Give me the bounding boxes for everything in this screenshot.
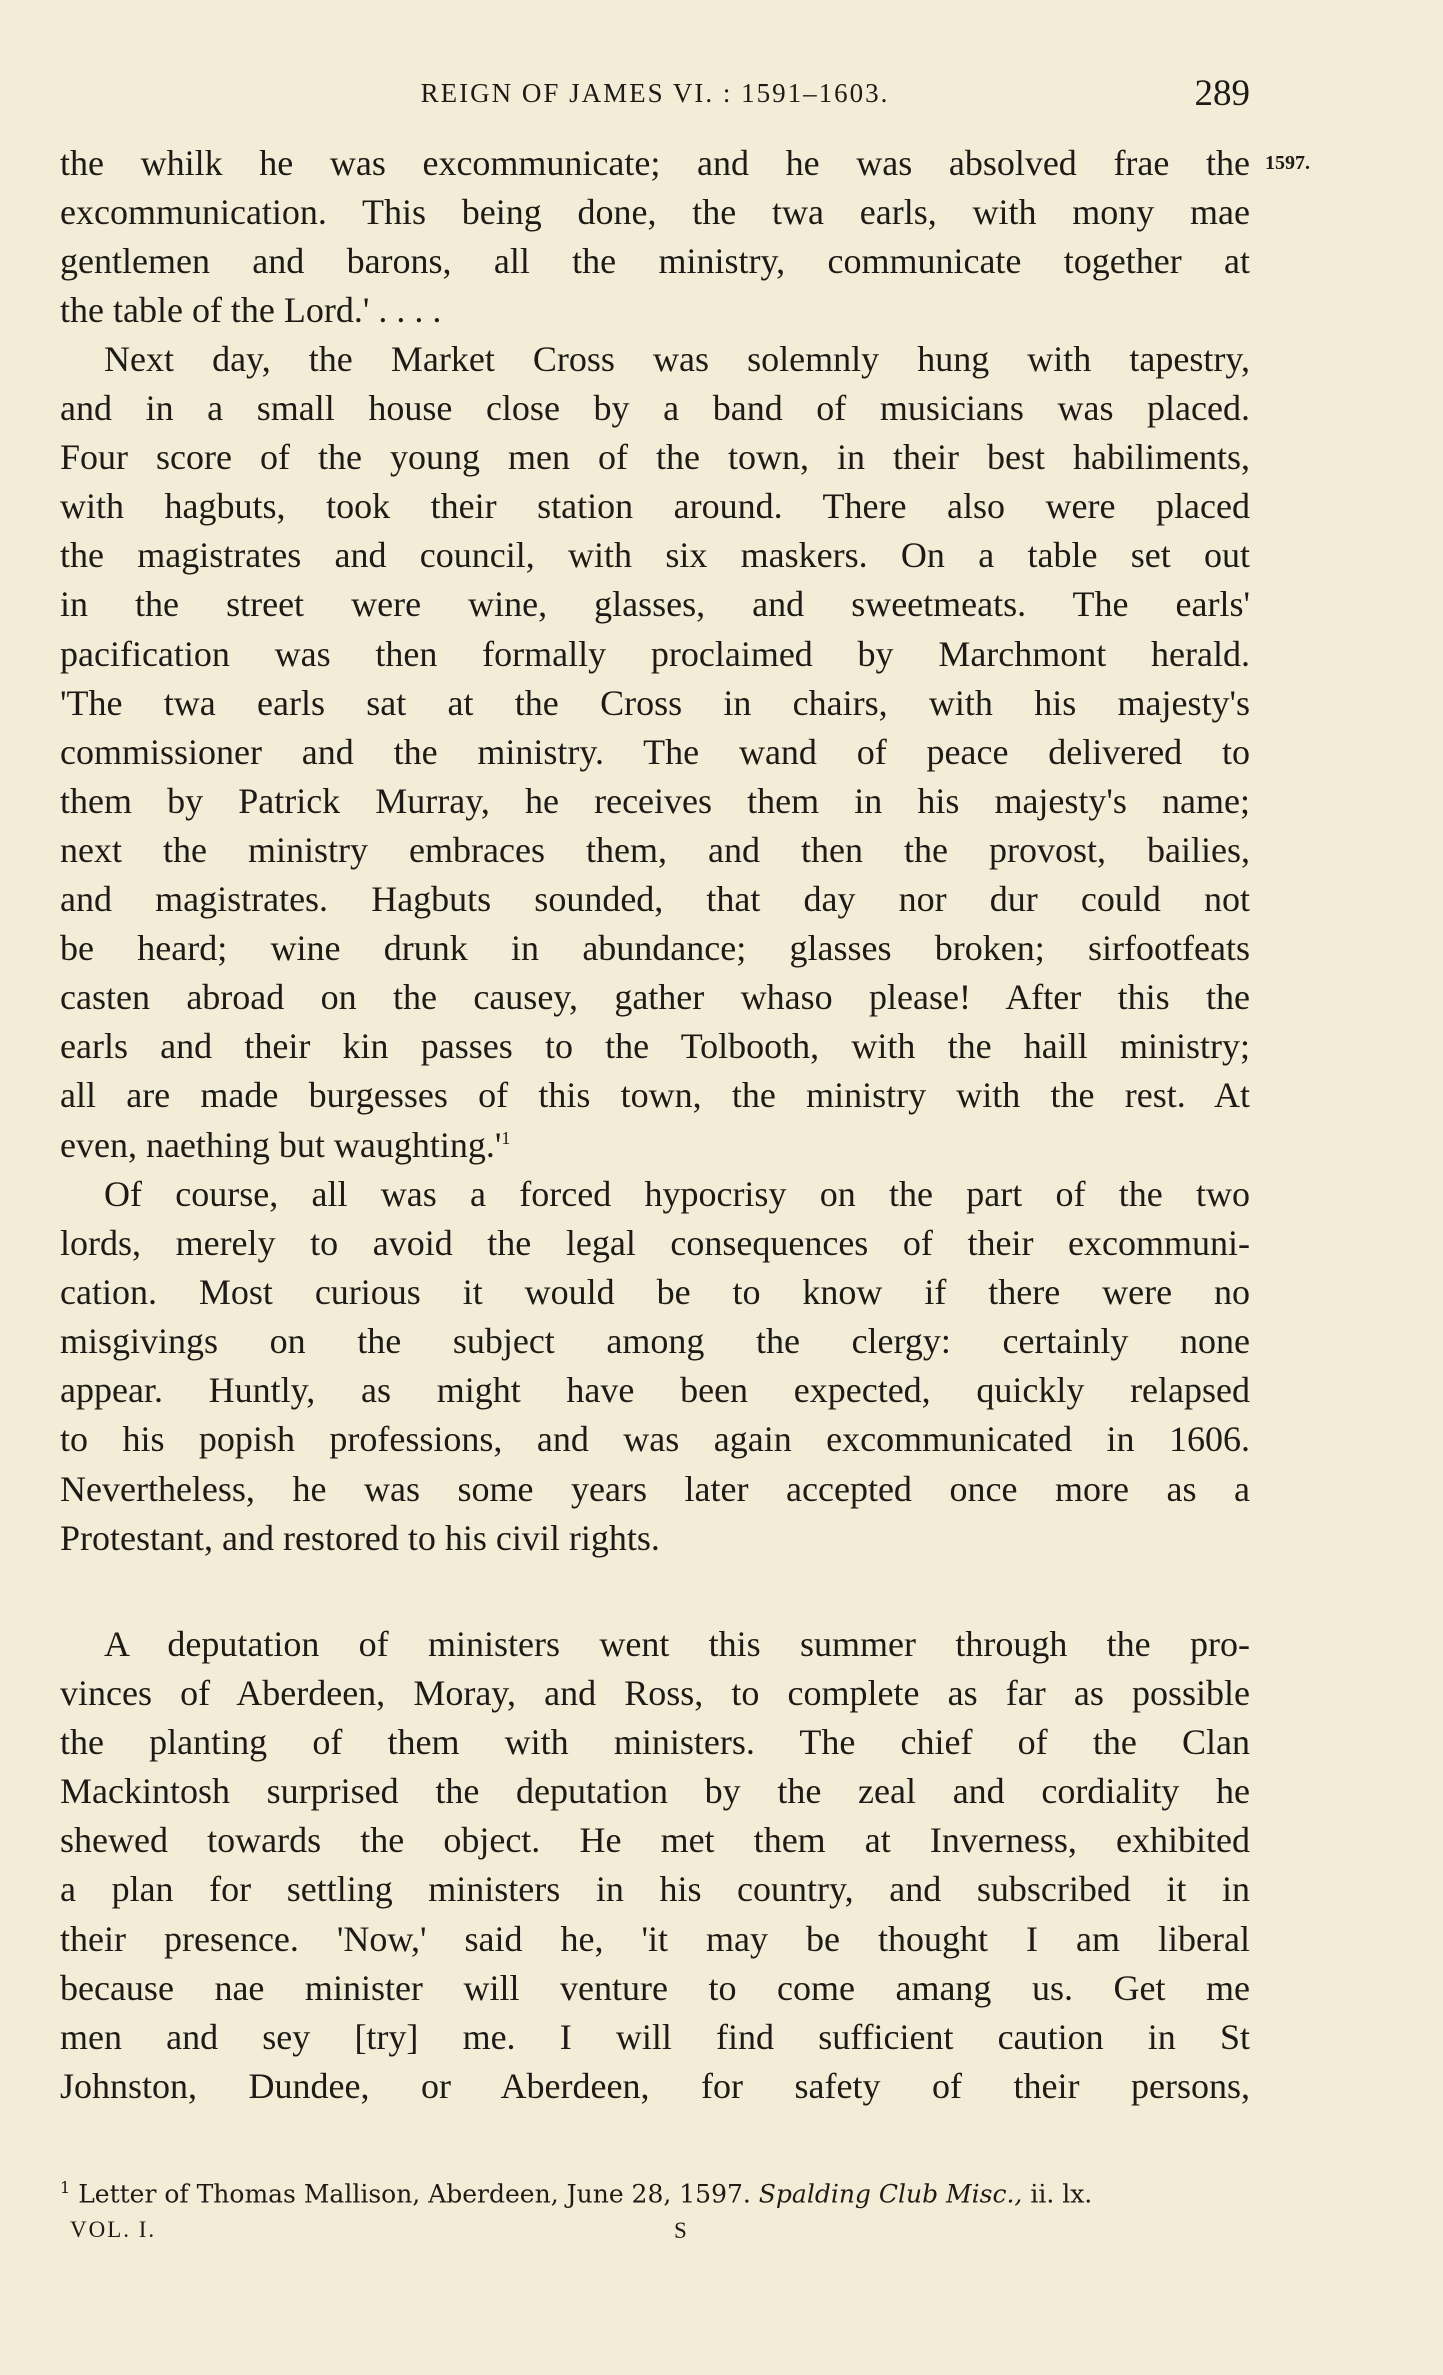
footnote-mark: 1	[60, 2178, 71, 2197]
text-line: casten abroad on the causey, gather whaso please! After this the	[60, 977, 1250, 1018]
text-line: Johnston, Dundee, or Aberdeen, for safety of their persons,	[60, 2065, 1250, 2106]
text-line: gentlemen and barons, all the ministry, communicate together at	[60, 241, 1250, 282]
running-title: REIGN OF JAMES VI. : 1591–1603.	[420, 78, 890, 108]
text-line: the magistrates and council, with six maskers. On a table set out	[60, 535, 1250, 576]
text-line: Next day, the Market Cross was solemnly hung with tapestry,	[104, 339, 1250, 379]
text-line: because nae minister will venture to come amang us. Get me	[60, 1967, 1250, 2008]
footnote-tail: ii. lx.	[1030, 2179, 1093, 2209]
text-line: misgivings on the subject among the clergy: certainly none	[60, 1321, 1250, 1362]
text-line: vinces of Aberdeen, Moray, and Ross, to complete as far as possible	[60, 1673, 1250, 1714]
text-line: and in a small house close by a band of musicians was placed.	[60, 388, 1250, 429]
text-line: to his popish professions, and was again excommunicated in 1606.	[60, 1419, 1250, 1460]
paragraph-hypocrisy	[60, 1170, 1250, 1563]
paragraph-market-cross	[60, 335, 1250, 1170]
text-line: be heard; wine drunk in abundance; glasses broken; sirfootfeats	[60, 928, 1250, 969]
text-line: cation. Most curious it would be to know if there were no	[60, 1272, 1250, 1313]
text-line: all are made burgesses of this town, the ministry with the rest. At	[60, 1075, 1250, 1116]
text-line-content: even, naething but waughting.'	[60, 1124, 502, 1165]
running-head	[60, 72, 1250, 116]
footnote	[60, 2178, 1092, 2208]
text-line: lords, merely to avoid the legal consequences of their excommuni-	[60, 1223, 1250, 1264]
paragraph-deputation	[60, 1620, 1250, 2111]
text-line: pacification was then formally proclaimed by Marchmont herald.	[60, 633, 1250, 674]
text-line: men and sey [try] me. I will find sufficient caution in St	[60, 2016, 1250, 2057]
text-line: the whilk he was excommunicate; and he was absolved frae the	[60, 143, 1250, 183]
text-line: earls and their kin passes to the Tolbooth, with the haill ministry;	[60, 1026, 1250, 1067]
footnote-italic-title: Spalding Club Misc.,	[758, 2179, 1023, 2209]
text-line: excommunication. This being done, the twa earls, with mony mae	[60, 192, 1250, 233]
text-line: their presence. 'Now,' said he, 'it may be thought I am liberal	[60, 1918, 1250, 1959]
text-line: and magistrates. Hagbuts sounded, that day nor dur could not	[60, 879, 1250, 920]
text-line: a plan for settling ministers in his country, and subscribed it in	[60, 1869, 1250, 1910]
text-line: Of course, all was a forced hypocrisy on the part of the two	[104, 1174, 1250, 1214]
text-line: Nevertheless, he was some years later accepted once more as a	[60, 1468, 1250, 1509]
text-line: the table of the Lord.' . . . .	[60, 290, 442, 331]
footnote-text: Letter of Thomas Mallison, Aberdeen, June 28, 1597.	[78, 2179, 751, 2209]
margin-year-note: 1597.	[1265, 152, 1310, 174]
text-line: A deputation of ministers went this summer through the pro-	[104, 1624, 1250, 1664]
signature-mark: S	[674, 2218, 687, 2243]
text-line: in the street were wine, glasses, and sweetmeats. The earls'	[60, 584, 1250, 625]
footnote-reference: 1	[501, 1127, 511, 1148]
text-line: shewed towards the object. He met them at Inverness, exhibited	[60, 1820, 1250, 1861]
text-line: 'The twa earls sat at the Cross in chairs, with his majesty's	[60, 682, 1250, 723]
text-line: Four score of the young men of the town, in their best habiliments,	[60, 437, 1250, 478]
text-line: the planting of them with ministers. The chief of the Clan	[60, 1722, 1250, 1763]
page-number: 289	[1194, 73, 1250, 114]
volume-label: VOL. I.	[70, 2217, 157, 2242]
text-line: commissioner and the ministry. The wand of peace delivered to	[60, 731, 1250, 772]
text-line: appear. Huntly, as might have been expected, quickly relapsed	[60, 1370, 1250, 1411]
text-line: Protestant, and restored to his civil rights.	[60, 1517, 660, 1558]
text-line: with hagbuts, took their station around. There also were placed	[60, 486, 1250, 527]
text-line: next the ministry embraces them, and then the provost, bailies,	[60, 829, 1250, 870]
text-line: Mackintosh surprised the deputation by the zeal and cordiality he	[60, 1771, 1250, 1812]
text-line: them by Patrick Murray, he receives them in his majesty's name;	[60, 780, 1250, 821]
text-line-with-footnote-ref	[60, 1121, 1250, 1170]
paragraph-continuation	[60, 139, 1250, 335]
